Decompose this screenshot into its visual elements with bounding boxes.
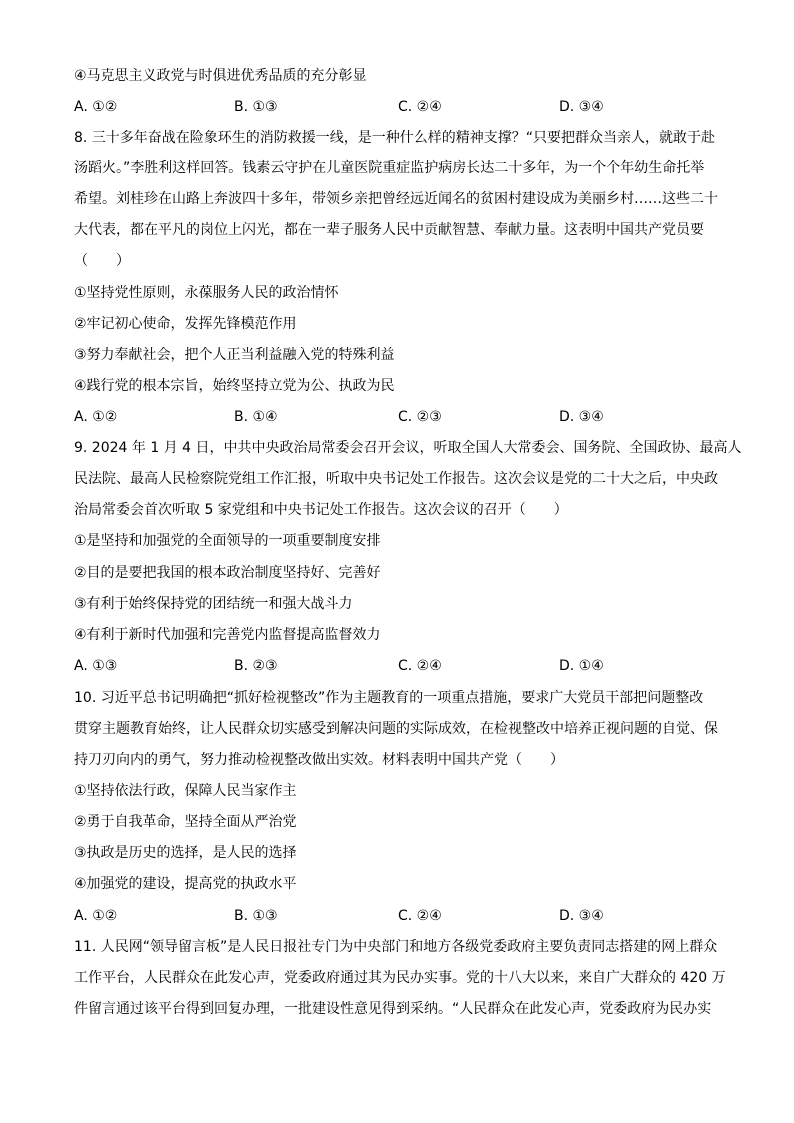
q10-option-d[interactable]: D. ③④ <box>559 908 604 924</box>
q9-stem-line: 9. 2024 年 1 月 4 日，中共中央政治局常委会召开会议，听取全国人大常委会、国务院、全国政协、最高人 <box>74 440 742 456</box>
q11-stem-line: 件留言通过该平台得到回复办理，一批建设性意见得到采纳。“人民群众在此发心声，党委政府为民办实 <box>74 1001 712 1017</box>
q10-item-4: ④加强党的建设，提高党的执政水平 <box>74 876 297 892</box>
q8-stem-line: 8. 三十多年奋战在险象环生的消防救援一线，是一种什么样的精神支撑？“只要把群众当亲人，就敢于赴 <box>74 130 716 146</box>
q11-stem-line: 工作平台，人民群众在此发心声，党委政府通过其为民办实事。党的十八大以来，来自广大群众的 420 万 <box>74 970 726 986</box>
q8-stem-line: 大代表，都在平凡的岗位上闪光，都在一辈子服务人民中贡献智慧、奉献力量。这表明中国共产党员要 <box>74 222 704 238</box>
q7-option-b[interactable]: B. ①③ <box>234 99 278 115</box>
q10-stem-line: 贯穿主题教育始终，让人民群众切实感受到解决问题的实际成效，在检视整改中培养正视问题的自觉、保 <box>74 721 718 737</box>
q10-stem-line: 持刀刃向内的勇气，努力推动检视整改做出实效。材料表明中国共产党（ ） <box>74 752 564 768</box>
q8-item-3: ③努力奉献社会，把个人正当利益融入党的特殊利益 <box>74 347 395 363</box>
q9-stem-line: 治局常委会首次听取 5 家党组和中央书记处工作报告。这次会议的召开（ ） <box>74 502 568 518</box>
q8-option-d[interactable]: D. ③④ <box>559 409 604 425</box>
q8-option-c[interactable]: C. ②③ <box>398 409 442 425</box>
q9-option-b[interactable]: B. ②③ <box>234 658 278 674</box>
q11-stem-line: 11. 人民网“领导留言板”是人民日报社专门为中央部门和地方各级党委政府主要负责同志搭建的网上群众 <box>74 939 718 955</box>
q8-item-1: ①坚持党性原则，永葆服务人民的政治情怀 <box>74 285 339 301</box>
q10-option-c[interactable]: C. ②④ <box>398 908 442 924</box>
q8-item-2: ②牢记初心使命，发挥先锋模范作用 <box>74 316 297 332</box>
q8-stem-line: 汤蹈火。”李胜利这样回答。钱素云守护在儿童医院重症监护病房长达二十多年，为一个个年幼生命托举 <box>74 160 705 176</box>
q9-stem-line: 民法院、最高人民检察院党组工作汇报，听取中央书记处工作报告。这次会议是党的二十大之后，中央政 <box>74 471 718 487</box>
q10-item-3: ③执政是历史的选择，是人民的选择 <box>74 845 297 861</box>
q7-option-d[interactable]: D. ③④ <box>559 99 604 115</box>
q8-option-b[interactable]: B. ①④ <box>234 409 278 425</box>
q10-item-1: ①坚持依法行政，保障人民当家作主 <box>74 783 297 799</box>
q10-option-b[interactable]: B. ①③ <box>234 908 278 924</box>
q7-option-c[interactable]: C. ②④ <box>398 99 442 115</box>
q9-option-a[interactable]: A. ①③ <box>74 658 118 674</box>
q10-stem-line: 10. 习近平总书记明确把“抓好检视整改”作为主题教育的一项重点措施，要求广大党员干部把问题整改 <box>74 690 704 706</box>
q7-option-a[interactable]: A. ①② <box>74 99 118 115</box>
q10-option-a[interactable]: A. ①② <box>74 908 118 924</box>
q9-item-3: ③有利于始终保持党的团结统一和强大战斗力 <box>74 596 353 612</box>
q10-item-2: ②勇于自我革命，坚持全面从严治党 <box>74 814 297 830</box>
q9-item-4: ④有利于新时代加强和完善党内监督提高监督效力 <box>74 627 381 643</box>
q9-option-d[interactable]: D. ①④ <box>559 658 604 674</box>
q7-item-4: ④马克思主义政党与时俱进优秀品质的充分彰显 <box>74 68 367 84</box>
q8-item-4: ④践行党的根本宗旨，始终坚持立党为公、执政为民 <box>74 378 395 394</box>
q9-option-c[interactable]: C. ②④ <box>398 658 442 674</box>
q8-option-a[interactable]: A. ①② <box>74 409 118 425</box>
q9-item-2: ②目的是要把我国的根本政治制度坚持好、完善好 <box>74 565 381 581</box>
q8-answer-blank: （ ） <box>74 253 130 269</box>
q8-stem-line: 希望。刘桂珍在山路上奔波四十多年，带领乡亲把曾经远近闻名的贫困村建设成为美丽乡村……这些二十 <box>74 191 718 207</box>
q9-item-1: ①是坚持和加强党的全面领导的一项重要制度安排 <box>74 533 381 549</box>
